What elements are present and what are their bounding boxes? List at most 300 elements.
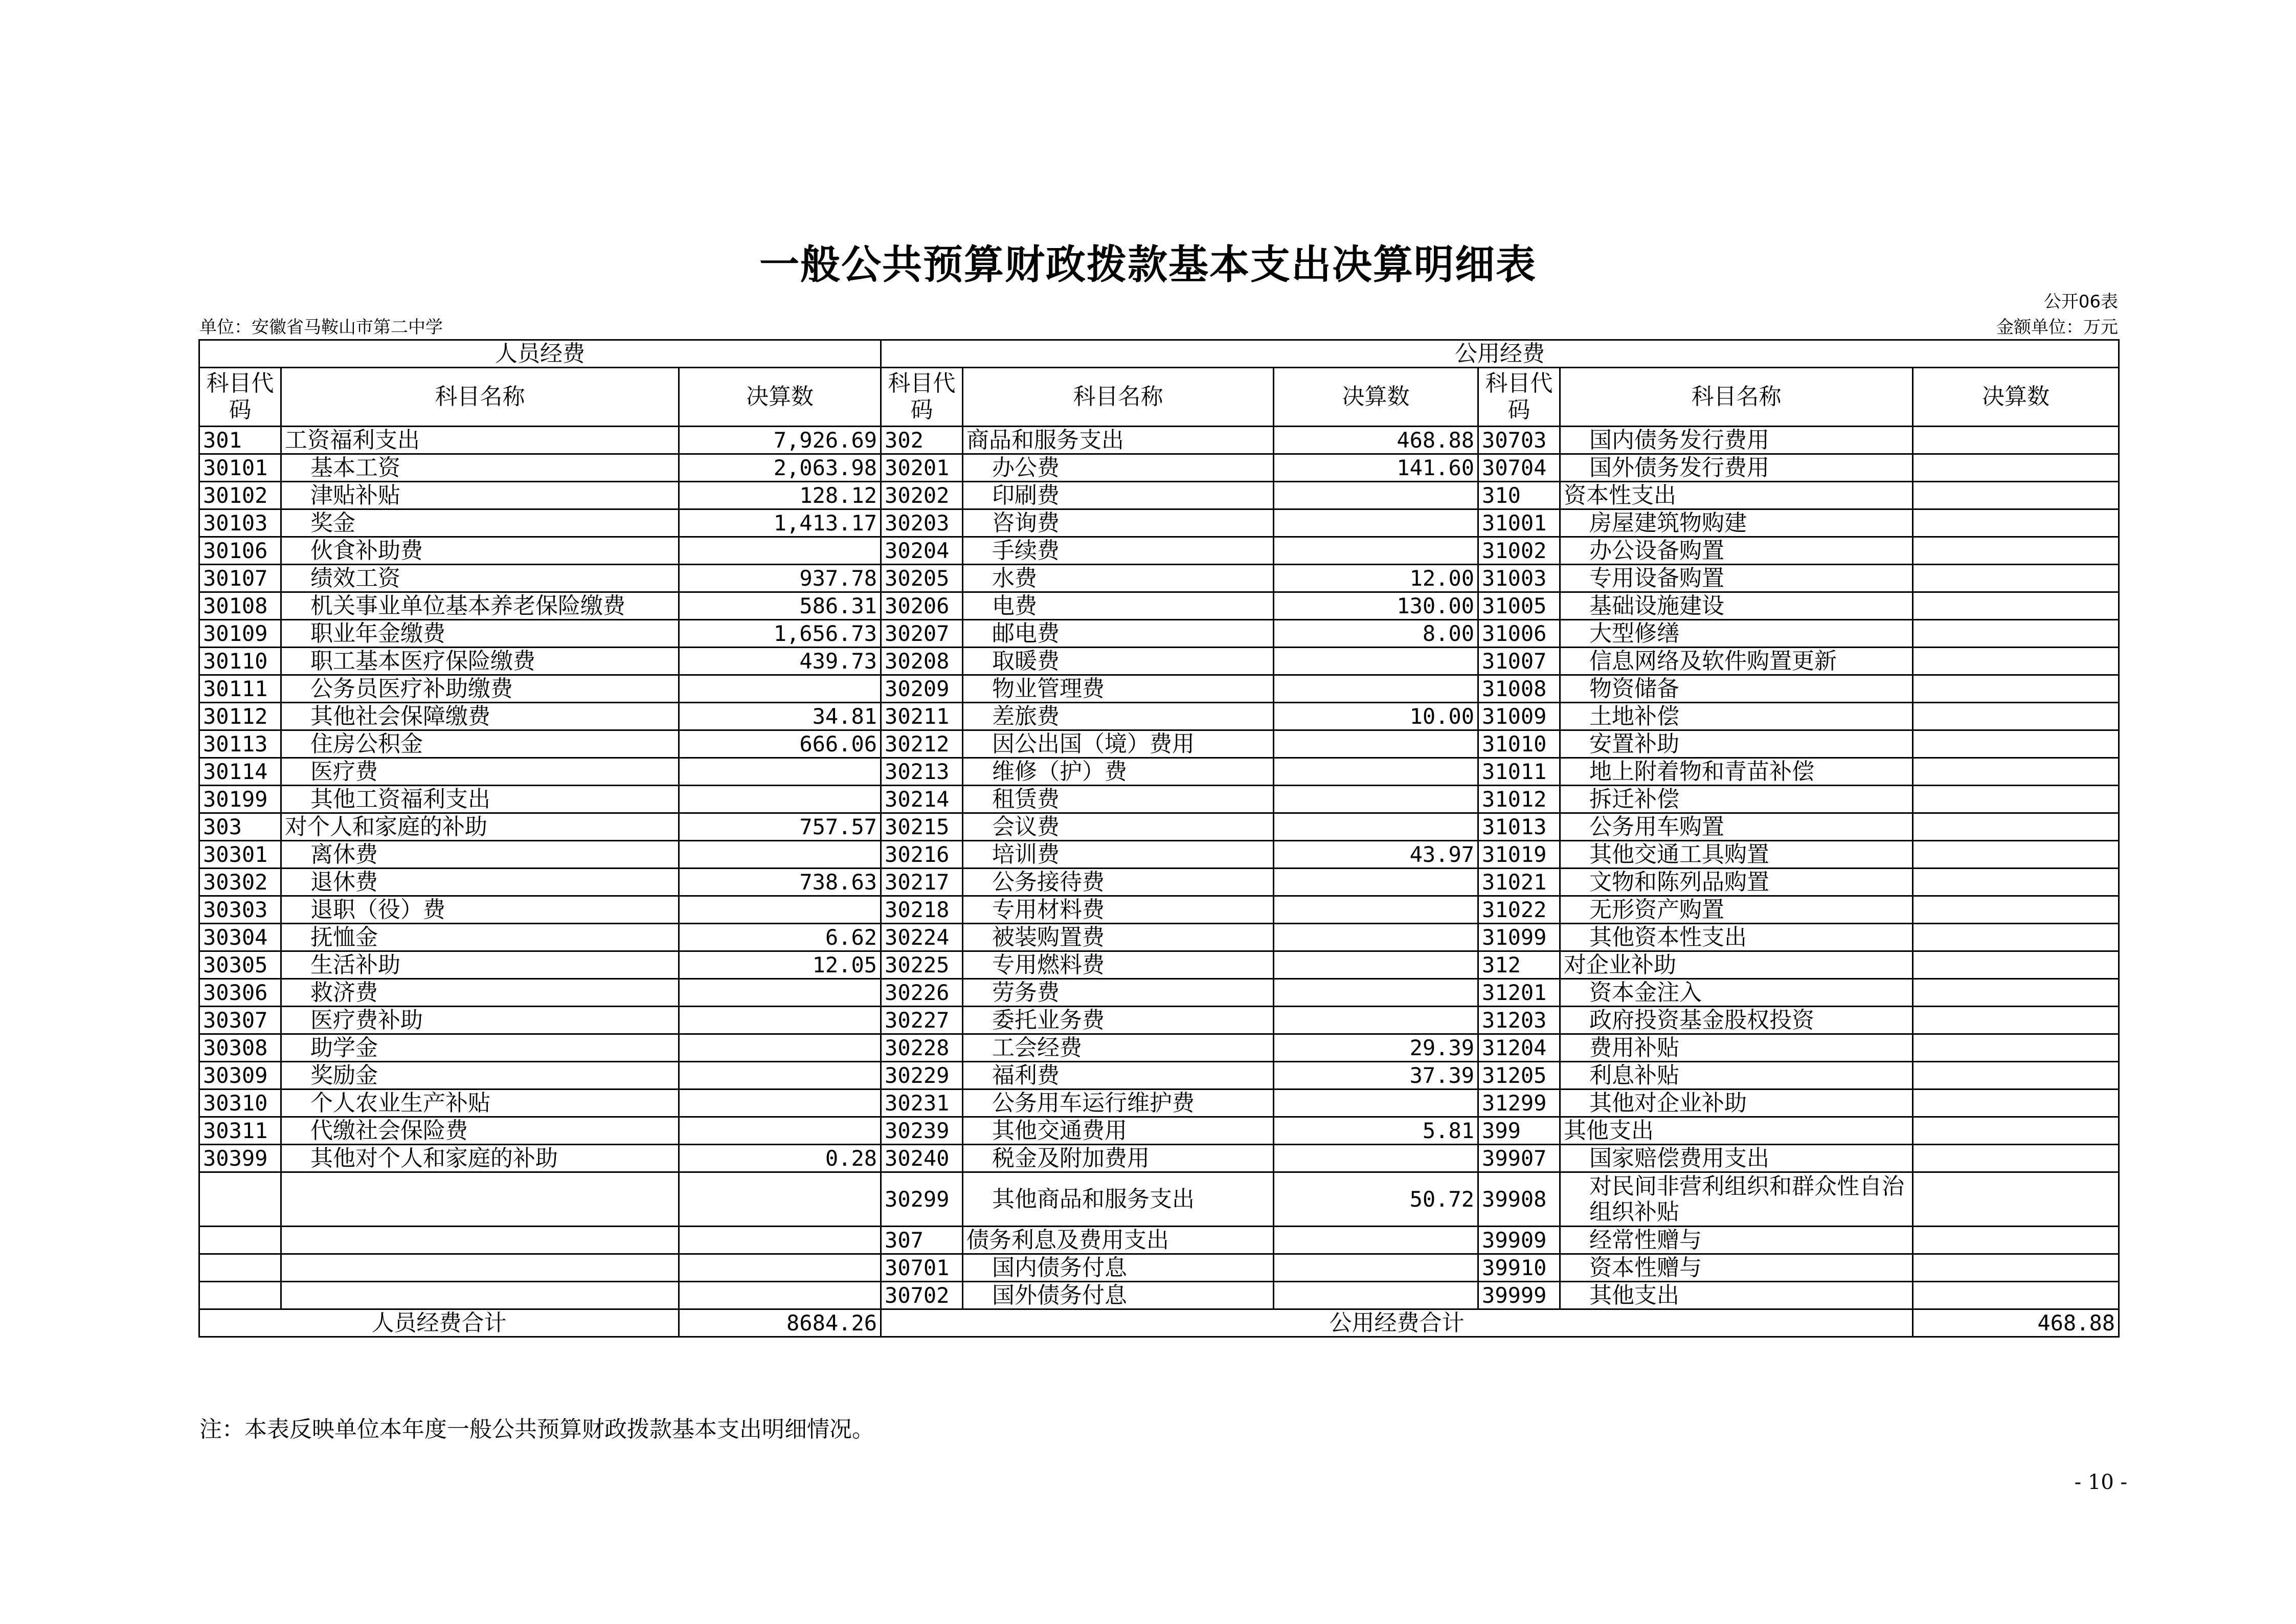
cell-amount bbox=[1274, 1145, 1478, 1172]
cell-code: 30308 bbox=[199, 1034, 281, 1062]
cell-name: 印刷费 bbox=[963, 482, 1274, 509]
cell-code: 39909 bbox=[1478, 1227, 1560, 1254]
cell-name: 利息补贴 bbox=[1560, 1062, 1913, 1089]
cell-code: 301 bbox=[199, 427, 281, 454]
cell-code: 30307 bbox=[199, 1007, 281, 1034]
cell-name: 对企业补助 bbox=[1560, 951, 1913, 979]
cell-amount bbox=[679, 1227, 881, 1254]
cell-name: 委托业务费 bbox=[963, 1007, 1274, 1034]
cell-name: 经常性赠与 bbox=[1560, 1227, 1913, 1254]
col-header-name: 科目名称 bbox=[281, 368, 679, 427]
table-row bbox=[199, 1117, 2119, 1145]
cell-code: 30206 bbox=[881, 592, 963, 620]
cell-code: 39999 bbox=[1478, 1282, 1560, 1309]
table-row bbox=[199, 786, 2119, 813]
cell-amount bbox=[679, 1282, 881, 1309]
cell-code: 30301 bbox=[199, 841, 281, 869]
table-row bbox=[199, 1227, 2119, 1254]
cell-name: 债务利息及费用支出 bbox=[963, 1227, 1274, 1254]
cell-name: 安置补助 bbox=[1560, 730, 1913, 758]
cell-code: 30112 bbox=[199, 703, 281, 730]
cell-code: 30229 bbox=[881, 1062, 963, 1089]
cell-name: 税金及附加费用 bbox=[963, 1145, 1274, 1172]
cell-code: 31021 bbox=[1478, 869, 1560, 896]
cell-name bbox=[281, 1227, 679, 1254]
cell-name: 租赁费 bbox=[963, 786, 1274, 813]
cell-name: 退休费 bbox=[281, 869, 679, 896]
cell-code: 30205 bbox=[881, 565, 963, 592]
cell-name: 取暖费 bbox=[963, 648, 1274, 675]
cell-name: 国内债务发行费用 bbox=[1560, 427, 1913, 454]
cell-amount bbox=[1913, 1227, 2119, 1254]
cell-amount bbox=[1913, 951, 2119, 979]
cell-code: 30310 bbox=[199, 1089, 281, 1117]
cell-code: 30102 bbox=[199, 482, 281, 509]
cell-amount bbox=[1274, 869, 1478, 896]
cell-code: 312 bbox=[1478, 951, 1560, 979]
cell-code: 30113 bbox=[199, 730, 281, 758]
cell-name: 手续费 bbox=[963, 537, 1274, 565]
cell-code: 30703 bbox=[1478, 427, 1560, 454]
cell-amount: 666.06 bbox=[679, 730, 881, 758]
cell-name: 国外债务付息 bbox=[963, 1282, 1274, 1309]
col-header-amount: 决算数 bbox=[1913, 368, 2119, 427]
cell-code: 31099 bbox=[1478, 924, 1560, 951]
cell-name: 国家赔偿费用支出 bbox=[1560, 1145, 1913, 1172]
cell-code: 310 bbox=[1478, 482, 1560, 509]
cell-name: 物业管理费 bbox=[963, 675, 1274, 703]
cell-name: 职业年金缴费 bbox=[281, 620, 679, 648]
cell-code: 399 bbox=[1478, 1117, 1560, 1145]
cell-amount bbox=[679, 537, 881, 565]
table-row bbox=[199, 1282, 2119, 1309]
cell-code: 30226 bbox=[881, 979, 963, 1007]
cell-code: 30299 bbox=[881, 1172, 963, 1227]
cell-name bbox=[281, 1172, 679, 1227]
cell-name: 其他支出 bbox=[1560, 1117, 1913, 1145]
public-total-value: 468.88 bbox=[1913, 1309, 2119, 1337]
cell-name: 商品和服务支出 bbox=[963, 427, 1274, 454]
cell-name: 其他交通工具购置 bbox=[1560, 841, 1913, 869]
cell-amount bbox=[679, 841, 881, 869]
cell-name: 住房公积金 bbox=[281, 730, 679, 758]
cell-code: 30212 bbox=[881, 730, 963, 758]
table-row bbox=[199, 454, 2119, 482]
cell-code: 30199 bbox=[199, 786, 281, 813]
cell-amount bbox=[1274, 951, 1478, 979]
group-header-personnel: 人员经费 bbox=[199, 340, 881, 368]
cell-name: 劳务费 bbox=[963, 979, 1274, 1007]
cell-amount bbox=[1913, 924, 2119, 951]
cell-code: 30109 bbox=[199, 620, 281, 648]
personnel-total-value: 8684.26 bbox=[679, 1309, 881, 1337]
cell-amount bbox=[1913, 454, 2119, 482]
cell-amount: 29.39 bbox=[1274, 1034, 1478, 1062]
amount-unit-label: 金额单位：万元 bbox=[1996, 317, 2118, 338]
cell-amount bbox=[1913, 537, 2119, 565]
cell-name: 其他对企业补助 bbox=[1560, 1089, 1913, 1117]
cell-code bbox=[199, 1254, 281, 1282]
cell-name: 公务用车购置 bbox=[1560, 813, 1913, 841]
cell-name bbox=[281, 1254, 679, 1282]
table-row bbox=[199, 758, 2119, 786]
group-header-row bbox=[199, 340, 2119, 368]
cell-amount: 1,656.73 bbox=[679, 620, 881, 648]
cell-code: 302 bbox=[881, 427, 963, 454]
cell-code: 30107 bbox=[199, 565, 281, 592]
cell-code: 30399 bbox=[199, 1145, 281, 1172]
cell-code: 31008 bbox=[1478, 675, 1560, 703]
cell-code: 30213 bbox=[881, 758, 963, 786]
cell-name bbox=[281, 1282, 679, 1309]
cell-amount: 37.39 bbox=[1274, 1062, 1478, 1089]
cell-amount bbox=[1274, 1089, 1478, 1117]
col-header-amount: 决算数 bbox=[1274, 368, 1478, 427]
cell-name: 退职（役）费 bbox=[281, 896, 679, 924]
cell-amount bbox=[1913, 758, 2119, 786]
cell-amount bbox=[1274, 730, 1478, 758]
cell-name: 医疗费补助 bbox=[281, 1007, 679, 1034]
cell-code: 30704 bbox=[1478, 454, 1560, 482]
cell-name: 抚恤金 bbox=[281, 924, 679, 951]
cell-amount bbox=[1913, 509, 2119, 537]
table-row bbox=[199, 427, 2119, 454]
table-row bbox=[199, 565, 2119, 592]
cell-name: 公务员医疗补助缴费 bbox=[281, 675, 679, 703]
cell-amount: 12.05 bbox=[679, 951, 881, 979]
cell-code: 30103 bbox=[199, 509, 281, 537]
cell-amount bbox=[1913, 482, 2119, 509]
cell-code: 30101 bbox=[199, 454, 281, 482]
cell-code: 30302 bbox=[199, 869, 281, 896]
cell-code: 30201 bbox=[881, 454, 963, 482]
cell-code: 30305 bbox=[199, 951, 281, 979]
cell-name: 培训费 bbox=[963, 841, 1274, 869]
table-row bbox=[199, 896, 2119, 924]
table-row bbox=[199, 675, 2119, 703]
cell-name: 物资储备 bbox=[1560, 675, 1913, 703]
cell-amount bbox=[679, 675, 881, 703]
cell-name: 生活补助 bbox=[281, 951, 679, 979]
table-row bbox=[199, 1034, 2119, 1062]
cell-code: 30224 bbox=[881, 924, 963, 951]
cell-name: 会议费 bbox=[963, 813, 1274, 841]
table-row bbox=[199, 1089, 2119, 1117]
cell-amount: 439.73 bbox=[679, 648, 881, 675]
cell-name: 电费 bbox=[963, 592, 1274, 620]
cell-code: 31022 bbox=[1478, 896, 1560, 924]
table-row bbox=[199, 1062, 2119, 1089]
cell-name: 代缴社会保险费 bbox=[281, 1117, 679, 1145]
cell-amount bbox=[679, 1062, 881, 1089]
cell-name: 专用设备购置 bbox=[1560, 565, 1913, 592]
cell-amount bbox=[1274, 979, 1478, 1007]
cell-code: 30306 bbox=[199, 979, 281, 1007]
cell-name: 职工基本医疗保险缴费 bbox=[281, 648, 679, 675]
page-number: - 10 - bbox=[2074, 1471, 2127, 1494]
cell-name: 邮电费 bbox=[963, 620, 1274, 648]
cell-amount bbox=[1913, 1007, 2119, 1034]
cell-amount bbox=[1913, 675, 2119, 703]
cell-amount bbox=[1913, 786, 2119, 813]
cell-amount bbox=[1274, 675, 1478, 703]
cell-code: 30114 bbox=[199, 758, 281, 786]
cell-name: 其他商品和服务支出 bbox=[963, 1172, 1274, 1227]
cell-code: 30311 bbox=[199, 1117, 281, 1145]
table-row bbox=[199, 1007, 2119, 1034]
cell-amount: 5.81 bbox=[1274, 1117, 1478, 1145]
cell-amount: 738.63 bbox=[679, 869, 881, 896]
cell-amount: 12.00 bbox=[1274, 565, 1478, 592]
cell-name: 公务接待费 bbox=[963, 869, 1274, 896]
col-header-code: 科目代码 bbox=[881, 368, 963, 427]
table-row bbox=[199, 1145, 2119, 1172]
cell-code bbox=[199, 1227, 281, 1254]
col-header-code: 科目代码 bbox=[1478, 368, 1560, 427]
cell-name: 因公出国（境）费用 bbox=[963, 730, 1274, 758]
cell-code: 31205 bbox=[1478, 1062, 1560, 1089]
cell-amount bbox=[679, 1007, 881, 1034]
cell-amount bbox=[679, 1034, 881, 1062]
cell-amount bbox=[1913, 565, 2119, 592]
cell-amount: 34.81 bbox=[679, 703, 881, 730]
form-code: 公开06表 bbox=[2043, 292, 2118, 312]
cell-code: 30225 bbox=[881, 951, 963, 979]
cell-amount: 8.00 bbox=[1274, 620, 1478, 648]
cell-code: 39907 bbox=[1478, 1145, 1560, 1172]
cell-name: 对民间非营利组织和群众性自治组织补贴 bbox=[1560, 1172, 1913, 1227]
public-total-label: 公用经费合计 bbox=[881, 1309, 1913, 1337]
cell-code: 31003 bbox=[1478, 565, 1560, 592]
cell-code: 30239 bbox=[881, 1117, 963, 1145]
cell-amount bbox=[679, 1172, 881, 1227]
cell-amount bbox=[679, 1254, 881, 1282]
table-row bbox=[199, 620, 2119, 648]
cell-amount bbox=[1913, 813, 2119, 841]
cell-name: 工会经费 bbox=[963, 1034, 1274, 1062]
cell-name: 土地补偿 bbox=[1560, 703, 1913, 730]
cell-amount bbox=[1274, 1282, 1478, 1309]
cell-code: 31299 bbox=[1478, 1089, 1560, 1117]
cell-name: 文物和陈列品购置 bbox=[1560, 869, 1913, 896]
cell-code: 30217 bbox=[881, 869, 963, 896]
cell-amount bbox=[1274, 1227, 1478, 1254]
cell-amount bbox=[1913, 427, 2119, 454]
cell-amount: 0.28 bbox=[679, 1145, 881, 1172]
cell-name: 个人农业生产补贴 bbox=[281, 1089, 679, 1117]
cell-code: 30228 bbox=[881, 1034, 963, 1062]
cell-amount bbox=[679, 1117, 881, 1145]
cell-amount bbox=[1274, 813, 1478, 841]
cell-code: 31011 bbox=[1478, 758, 1560, 786]
cell-amount: 6.62 bbox=[679, 924, 881, 951]
cell-code: 31002 bbox=[1478, 537, 1560, 565]
cell-code: 30202 bbox=[881, 482, 963, 509]
table-row bbox=[199, 979, 2119, 1007]
cell-code: 31203 bbox=[1478, 1007, 1560, 1034]
table-row bbox=[199, 537, 2119, 565]
cell-name: 办公费 bbox=[963, 454, 1274, 482]
cell-name: 房屋建筑物购建 bbox=[1560, 509, 1913, 537]
table-row bbox=[199, 841, 2119, 869]
cell-name: 资本金注入 bbox=[1560, 979, 1913, 1007]
col-header-amount: 决算数 bbox=[679, 368, 881, 427]
cell-amount bbox=[1913, 1089, 2119, 1117]
cell-amount: 468.88 bbox=[1274, 427, 1478, 454]
cell-code: 30218 bbox=[881, 896, 963, 924]
cell-name: 资本性赠与 bbox=[1560, 1254, 1913, 1282]
cell-amount: 7,926.69 bbox=[679, 427, 881, 454]
cell-name: 费用补贴 bbox=[1560, 1034, 1913, 1062]
cell-code: 30208 bbox=[881, 648, 963, 675]
cell-name: 咨询费 bbox=[963, 509, 1274, 537]
cell-name: 大型修缮 bbox=[1560, 620, 1913, 648]
cell-code: 31007 bbox=[1478, 648, 1560, 675]
table-row bbox=[199, 648, 2119, 675]
cell-code: 30216 bbox=[881, 841, 963, 869]
col-header-code: 科目代码 bbox=[199, 368, 281, 427]
cell-name: 其他支出 bbox=[1560, 1282, 1913, 1309]
col-header-name: 科目名称 bbox=[963, 368, 1274, 427]
cell-amount: 1,413.17 bbox=[679, 509, 881, 537]
cell-name: 被装购置费 bbox=[963, 924, 1274, 951]
cell-name: 信息网络及软件购置更新 bbox=[1560, 648, 1913, 675]
totals-row bbox=[199, 1309, 2119, 1337]
cell-amount bbox=[1913, 592, 2119, 620]
cell-amount bbox=[679, 1089, 881, 1117]
cell-name: 离休费 bbox=[281, 841, 679, 869]
cell-code: 30211 bbox=[881, 703, 963, 730]
cell-amount: 757.57 bbox=[679, 813, 881, 841]
table-row bbox=[199, 1254, 2119, 1282]
cell-amount bbox=[1913, 1282, 2119, 1309]
cell-amount bbox=[1913, 841, 2119, 869]
cell-amount bbox=[1913, 979, 2119, 1007]
cell-code: 31005 bbox=[1478, 592, 1560, 620]
cell-amount bbox=[679, 979, 881, 1007]
cell-code: 30203 bbox=[881, 509, 963, 537]
cell-code: 30215 bbox=[881, 813, 963, 841]
cell-code: 30240 bbox=[881, 1145, 963, 1172]
cell-amount: 586.31 bbox=[679, 592, 881, 620]
cell-amount bbox=[1274, 648, 1478, 675]
cell-code: 30207 bbox=[881, 620, 963, 648]
cell-amount: 130.00 bbox=[1274, 592, 1478, 620]
cell-amount bbox=[1274, 924, 1478, 951]
cell-name: 政府投资基金股权投资 bbox=[1560, 1007, 1913, 1034]
cell-code: 30108 bbox=[199, 592, 281, 620]
table-row bbox=[199, 592, 2119, 620]
cell-amount bbox=[679, 786, 881, 813]
cell-amount bbox=[1274, 786, 1478, 813]
cell-amount bbox=[1913, 648, 2119, 675]
cell-code: 30701 bbox=[881, 1254, 963, 1282]
table-row bbox=[199, 951, 2119, 979]
group-header-public: 公用经费 bbox=[881, 340, 2119, 368]
cell-code: 31009 bbox=[1478, 703, 1560, 730]
cell-name: 国外债务发行费用 bbox=[1560, 454, 1913, 482]
cell-amount: 43.97 bbox=[1274, 841, 1478, 869]
cell-code: 30227 bbox=[881, 1007, 963, 1034]
cell-code: 30214 bbox=[881, 786, 963, 813]
cell-amount: 2,063.98 bbox=[679, 454, 881, 482]
cell-name: 专用燃料费 bbox=[963, 951, 1274, 979]
cell-name: 救济费 bbox=[281, 979, 679, 1007]
cell-code: 307 bbox=[881, 1227, 963, 1254]
cell-name: 公务用车运行维护费 bbox=[963, 1089, 1274, 1117]
cell-name: 机关事业单位基本养老保险缴费 bbox=[281, 592, 679, 620]
table-row bbox=[199, 869, 2119, 896]
cell-amount bbox=[1913, 1172, 2119, 1227]
cell-code: 30106 bbox=[199, 537, 281, 565]
cell-amount bbox=[1913, 869, 2119, 896]
column-header-row bbox=[199, 368, 2119, 427]
cell-amount bbox=[1274, 896, 1478, 924]
cell-name: 基础设施建设 bbox=[1560, 592, 1913, 620]
cell-name: 其他对个人和家庭的补助 bbox=[281, 1145, 679, 1172]
cell-amount bbox=[679, 758, 881, 786]
cell-amount bbox=[1913, 1062, 2119, 1089]
cell-code: 31001 bbox=[1478, 509, 1560, 537]
cell-name: 津贴补贴 bbox=[281, 482, 679, 509]
cell-code: 31201 bbox=[1478, 979, 1560, 1007]
cell-amount bbox=[1913, 1254, 2119, 1282]
cell-name: 其他工资福利支出 bbox=[281, 786, 679, 813]
cell-name: 资本性支出 bbox=[1560, 482, 1913, 509]
expenditure-table bbox=[198, 339, 2120, 1338]
cell-code: 30204 bbox=[881, 537, 963, 565]
cell-name: 奖金 bbox=[281, 509, 679, 537]
cell-name: 专用材料费 bbox=[963, 896, 1274, 924]
cell-amount bbox=[1913, 620, 2119, 648]
cell-amount bbox=[679, 896, 881, 924]
cell-amount: 10.00 bbox=[1274, 703, 1478, 730]
personnel-total-label: 人员经费合计 bbox=[199, 1309, 679, 1337]
table-row bbox=[199, 482, 2119, 509]
cell-name: 福利费 bbox=[963, 1062, 1274, 1089]
table-row bbox=[199, 703, 2119, 730]
table-row bbox=[199, 924, 2119, 951]
cell-amount bbox=[1274, 482, 1478, 509]
cell-code: 31006 bbox=[1478, 620, 1560, 648]
cell-name: 助学金 bbox=[281, 1034, 679, 1062]
cell-name: 对个人和家庭的补助 bbox=[281, 813, 679, 841]
cell-code: 39910 bbox=[1478, 1254, 1560, 1282]
cell-amount: 141.60 bbox=[1274, 454, 1478, 482]
cell-name: 差旅费 bbox=[963, 703, 1274, 730]
cell-name: 医疗费 bbox=[281, 758, 679, 786]
cell-name: 水费 bbox=[963, 565, 1274, 592]
col-header-name: 科目名称 bbox=[1560, 368, 1913, 427]
page-title: 一般公共预算财政拨款基本支出决算明细表 bbox=[759, 242, 1537, 288]
cell-code: 30231 bbox=[881, 1089, 963, 1117]
cell-name: 奖励金 bbox=[281, 1062, 679, 1089]
cell-name: 办公设备购置 bbox=[1560, 537, 1913, 565]
cell-name: 无形资产购置 bbox=[1560, 896, 1913, 924]
cell-code: 31204 bbox=[1478, 1034, 1560, 1062]
cell-name: 其他交通费用 bbox=[963, 1117, 1274, 1145]
cell-amount bbox=[1274, 758, 1478, 786]
cell-code: 39908 bbox=[1478, 1172, 1560, 1227]
cell-name: 维修（护）费 bbox=[963, 758, 1274, 786]
table-row bbox=[199, 730, 2119, 758]
cell-amount bbox=[1274, 537, 1478, 565]
cell-amount: 937.78 bbox=[679, 565, 881, 592]
unit-label: 单位：安徽省马鞍山市第二中学 bbox=[199, 317, 443, 338]
cell-code: 31013 bbox=[1478, 813, 1560, 841]
cell-code: 30303 bbox=[199, 896, 281, 924]
cell-code: 30309 bbox=[199, 1062, 281, 1089]
